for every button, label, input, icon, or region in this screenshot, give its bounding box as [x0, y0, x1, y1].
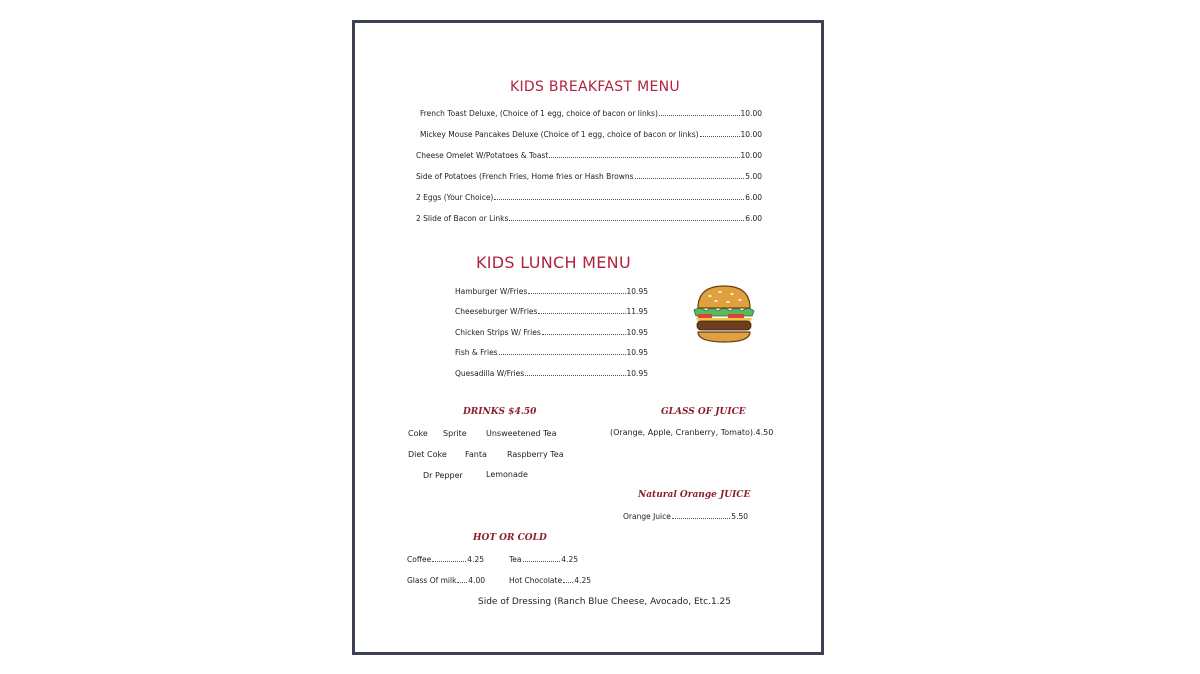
breakfast-item [416, 172, 762, 181]
item-price: 4.25 [574, 576, 591, 585]
item-price: 6.00 [745, 214, 762, 223]
hamburger-icon [688, 282, 760, 346]
lunch-item [455, 369, 648, 378]
item-name: Hot Chocolate [509, 576, 563, 585]
item-price: 5.00 [745, 172, 762, 181]
orange-item [623, 512, 748, 521]
item-name: 2 Slide of Bacon or Links [416, 214, 509, 223]
juice-line: (Orange, Apple, Cranberry, Tomato).4.50 [610, 428, 774, 437]
hot-cold-item [407, 555, 484, 564]
drink-item: Unsweetened Tea [486, 429, 557, 438]
item-name: Quesadilla W/Fries [455, 369, 525, 378]
breakfast-item [420, 130, 762, 139]
item-name: Coffee [407, 555, 432, 564]
hot-cold-title: HOT OR COLD [473, 533, 547, 543]
orange-title: Natural Orange JUICE [638, 490, 751, 500]
breakfast-item [416, 214, 762, 223]
hot-cold-item [407, 576, 485, 585]
lunch-item [455, 287, 648, 296]
item-price: 5.50 [731, 512, 748, 521]
drink-item: Lemonade [486, 470, 528, 479]
breakfast-item [416, 193, 762, 202]
item-name: Side of Potatoes (French Fries, Home fries or Hash Browns [416, 172, 634, 181]
item-price: 10.00 [740, 109, 762, 118]
juice-title: GLASS OF JUICE [661, 407, 746, 417]
item-name: French Toast Deluxe, (Choice of 1 egg, choice of bacon or links) [420, 109, 658, 118]
item-price: 10.95 [626, 287, 648, 296]
drink-item: Dr Pepper [423, 471, 463, 480]
item-price: 4.00 [468, 576, 485, 585]
drink-item: Coke [408, 429, 428, 438]
drinks-title: DRINKS $4.50 [463, 407, 537, 417]
drink-item: Diet Coke [408, 450, 447, 459]
item-price: 10.00 [740, 151, 762, 160]
lunch-item [455, 307, 648, 316]
dressing-line: Side of Dressing (Ranch Blue Cheese, Avocado, Etc.1.25 [478, 597, 732, 607]
item-name: Orange Juice [623, 512, 671, 521]
breakfast-title: KIDS BREAKFAST MENU [510, 79, 680, 95]
drink-item: Fanta [465, 450, 487, 459]
item-name: Tea [509, 555, 522, 564]
item-name: Chicken Strips W/ Fries [455, 328, 541, 337]
item-name: Cheese Omelet W/Potatoes & Toast [416, 151, 549, 160]
item-price: 10.95 [626, 328, 648, 337]
lunch-item [455, 328, 648, 337]
drink-item: Raspberry Tea [507, 450, 564, 459]
item-name: Cheeseburger W/Fries [455, 307, 538, 316]
item-price: 10.00 [740, 130, 762, 139]
breakfast-item [416, 151, 762, 160]
hot-cold-item [509, 555, 578, 564]
lunch-item [455, 348, 648, 357]
item-price: 10.95 [626, 348, 648, 357]
item-price: 4.25 [467, 555, 484, 564]
item-name: Mickey Mouse Pancakes Deluxe (Choice of 1 egg, choice of bacon or links) [420, 130, 699, 139]
hot-cold-item [509, 576, 591, 585]
item-name: Fish & Fries [455, 348, 498, 357]
item-name: 2 Eggs (Your Choice) [416, 193, 494, 202]
breakfast-item [420, 109, 762, 118]
item-price: 10.95 [626, 369, 648, 378]
item-price: 6.00 [745, 193, 762, 202]
item-price: 4.25 [561, 555, 578, 564]
drink-item: Sprite [443, 429, 467, 438]
item-price: 11.95 [626, 307, 648, 316]
item-name: Hamburger W/Fries [455, 287, 528, 296]
lunch-title: KIDS LUNCH MENU [476, 253, 631, 272]
item-name: Glass Of milk [407, 576, 457, 585]
